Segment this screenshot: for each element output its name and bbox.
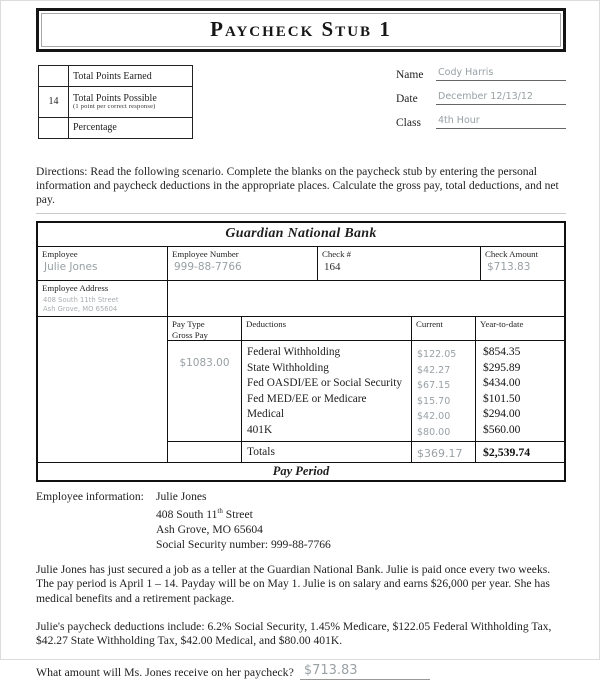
name-row: [396, 67, 566, 81]
question-label: What amount will Ms. Jones receive on her paycheck?: [36, 664, 294, 679]
address-line2[interactable]: Ash Grove, MO 65604: [43, 304, 118, 313]
employee-number-cell: [168, 247, 318, 280]
check-number-value: 164: [324, 261, 341, 273]
employee-info-label: Employee information:: [36, 490, 144, 503]
table-row: [39, 66, 193, 87]
address1-text: 408 South 11: [156, 507, 218, 521]
deductions-note-text: Julie's paycheck deductions include: 6.2% Social Security, 1.45% Medicare, $122.05 Federal Withholding Tax, $42.27 State Withholding Tax, $42.00 Medical, and $80.00 401K.: [36, 619, 552, 648]
points-earned-label: Total Points Earned: [69, 66, 193, 87]
employee-cell: [38, 247, 168, 280]
check-amount-field[interactable]: $713.83: [487, 261, 531, 273]
table-row: [39, 117, 193, 138]
empty-cell: [168, 281, 564, 316]
check-amount-label: Check Amount: [485, 249, 539, 259]
percentage-label: Percentage: [69, 117, 193, 138]
address-line1[interactable]: 408 South 11th Street: [43, 296, 119, 304]
deduction-names: [242, 341, 412, 441]
class-label: Class: [396, 117, 421, 129]
pay-type-label: Pay Type: [172, 319, 205, 329]
gross-pay-field[interactable]: $1083.00: [179, 357, 230, 369]
ytd-value: $434.00: [483, 377, 521, 390]
check-number-cell: [318, 247, 481, 280]
name-label: Name: [396, 69, 424, 81]
totals-row: [168, 442, 564, 462]
class-field[interactable]: 4th Hour: [436, 115, 566, 129]
check-number-label: Check #: [322, 249, 352, 259]
ytd-header: Year-to-date: [480, 319, 524, 329]
title-box: [36, 8, 566, 52]
answer-field[interactable]: $713.83: [300, 663, 430, 680]
points-possible-label: [69, 87, 193, 117]
current-value-field[interactable]: $42.27: [417, 364, 451, 376]
totals-ytd-value: $2,539.74: [483, 444, 531, 459]
deduction-name: Fed MED/EE or Medicare: [247, 392, 367, 405]
employee-info-ssn: Social Security number: 999-88-7766: [156, 537, 331, 551]
ytd-value: $295.89: [483, 361, 521, 374]
deductions-section: [38, 317, 564, 462]
header-row: [36, 65, 566, 139]
employee-name-field[interactable]: Julie Jones: [44, 261, 98, 273]
totals-current-field[interactable]: $369.17: [412, 442, 476, 462]
pay-period-label: Pay Period: [38, 462, 564, 480]
name-field[interactable]: Cody Harris: [436, 67, 566, 81]
totals-label: Totals: [242, 442, 412, 462]
deductions-header: Deductions: [242, 317, 412, 340]
deductions-header-row: [168, 317, 564, 341]
points-score-cell: [39, 66, 69, 87]
ytd-value: $560.00: [483, 423, 521, 436]
divider-line: [36, 213, 566, 214]
ytd-value: $294.00: [483, 408, 521, 421]
bank-name: Guardian National Bank: [38, 223, 564, 247]
gross-pay-label: Gross Pay: [172, 329, 208, 340]
address1-superscript: th: [217, 507, 223, 515]
pay-type-header: [168, 317, 242, 340]
employee-info-name: Julie Jones: [156, 490, 207, 503]
points-possible-text: Total Points Possible: [73, 93, 157, 105]
current-values: [412, 341, 476, 441]
current-header: Current: [412, 317, 476, 340]
employee-row: [38, 247, 564, 281]
current-value-field[interactable]: $122.05: [417, 349, 457, 360]
current-value-field[interactable]: $67.15: [417, 380, 451, 392]
scenario-text: Julie Jones has just secured a job as a teller at the Guardian National Bank. Julie is paid once every two weeks. The pay period is April 1 – 14. Payday will be on May 1. Julie is on salary and earns $26,000 per year. She has medical benefits and a retirement package.: [36, 562, 551, 606]
student-fields: [396, 67, 566, 139]
employee-info-address2: Ash Grove, MO 65604: [156, 522, 263, 536]
address1-text: Street: [222, 507, 253, 521]
date-label: Date: [396, 93, 418, 105]
current-value-field[interactable]: $42.00: [417, 411, 451, 423]
gross-pay-cell: [168, 341, 242, 441]
deduction-name: Medical: [247, 408, 285, 421]
employee-number-field[interactable]: 999-88-7766: [174, 261, 242, 273]
employee-label: Employee: [42, 249, 78, 259]
directions-text: Directions: Read the following scenario. Complete the blanks on the paycheck stub by entering the personal information and paycheck deductions in the appropriate places. Calculate the gross pay, total deductions, and net pay.: [36, 165, 559, 206]
ytd-values: [476, 341, 564, 441]
deduction-name: 401K: [247, 423, 273, 436]
question-row: [36, 663, 566, 680]
current-value-field[interactable]: $80.00: [417, 426, 451, 438]
employee-info-block: [36, 489, 566, 552]
employee-address-field[interactable]: [38, 293, 167, 313]
ytd-value: $101.50: [483, 392, 521, 405]
paystub-table: [36, 221, 566, 482]
points-note: (1 point per correct response): [73, 103, 156, 111]
date-field[interactable]: December 12/13/12: [436, 91, 566, 105]
deductions-body-row: [168, 341, 564, 442]
empty-left-cell: [38, 317, 168, 462]
deduction-name: Fed OASDI/EE or Social Security: [247, 377, 402, 390]
points-score-cell: [39, 117, 69, 138]
check-amount-cell: [481, 247, 564, 280]
employee-info-address1: [156, 504, 566, 522]
points-table: [38, 65, 193, 139]
current-value-field[interactable]: $15.70: [417, 395, 451, 407]
deduction-name: Federal Withholding: [247, 346, 341, 358]
class-row: [396, 115, 566, 129]
table-row: [39, 87, 193, 117]
page-title: Paycheck Stub 1: [210, 17, 392, 41]
employee-number-label: Employee Number: [172, 249, 239, 259]
employee-address-label: Employee Address: [42, 283, 109, 293]
address-row: [38, 281, 564, 317]
employee-address-cell: [38, 281, 168, 316]
points-score-value: 14: [39, 87, 69, 117]
deduction-name: State Withholding: [247, 361, 329, 374]
empty-cell: [168, 442, 242, 462]
date-row: [396, 91, 566, 105]
ytd-value: $854.35: [483, 346, 521, 358]
